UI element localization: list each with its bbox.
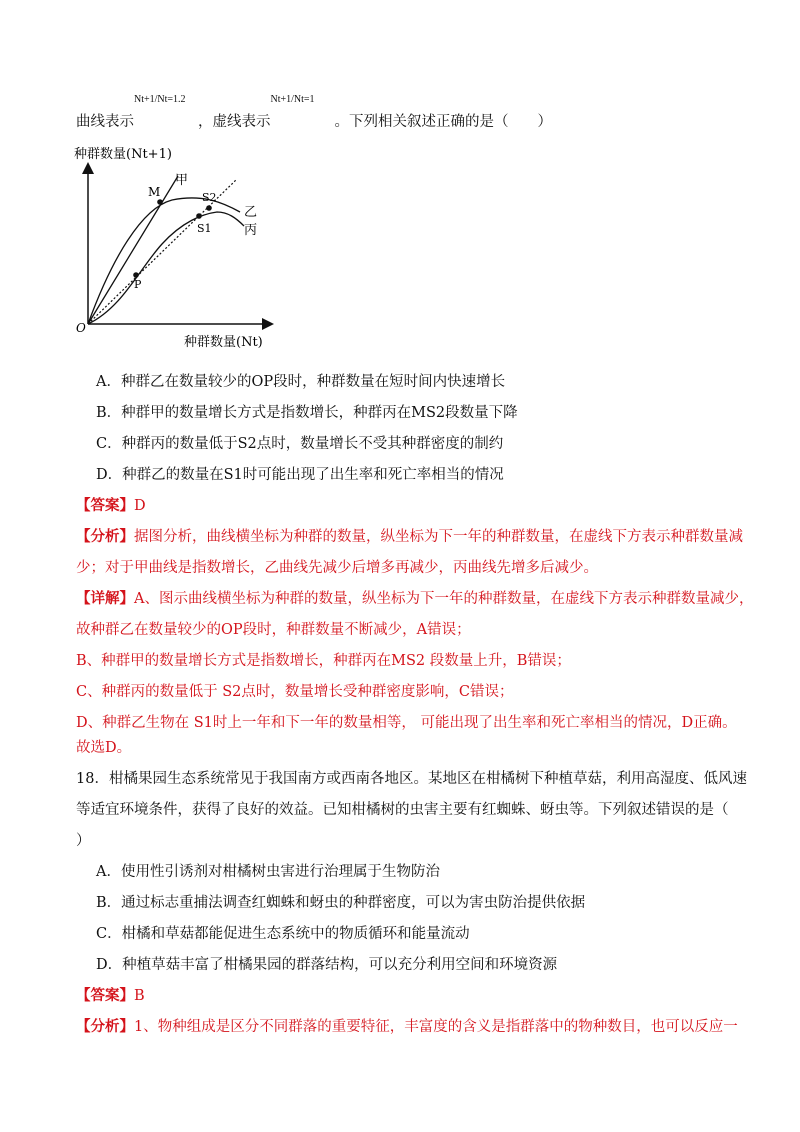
intro-line	[76, 94, 552, 132]
q17-detail-3: B、种群甲的数量增长方式是指数增长，种群丙在MS2 段数量上升，B错误；	[76, 653, 571, 669]
q18-analysis-1	[76, 1017, 738, 1037]
q18-analysis-text: 1、物种组成是区分不同群落的重要特征，丰富度的含义是指群落中的物种数目，也可以反应一	[134, 1019, 738, 1035]
q18-option-d: D．种植草菇丰富了柑橘果园的群落结构，可以充分利用空间和环境资源	[96, 957, 558, 973]
q17-detail-4: C、种群丙的数量低于 S2点时，数量增长受种群密度影响，C错误；	[76, 684, 514, 700]
q18-answer	[76, 986, 145, 1006]
q17-detail-6: 故选D。	[76, 740, 132, 756]
q18-answer-tag: 【答案】	[76, 987, 134, 1004]
curve-jia	[88, 176, 178, 324]
y-axis-label: 种群数量(Nt+1)	[74, 147, 172, 162]
point-p	[133, 272, 139, 278]
label-bing: 丙	[244, 223, 258, 238]
formula-2	[270, 94, 335, 126]
intro-suffix: 。下列相关叙述正确的是（ ）	[334, 114, 552, 130]
q17-detail-5: D、种群乙生物在 S1时上一年和下一年的数量相等， 可能出现了出生率和死亡率相当的情况，D正确。	[76, 715, 737, 731]
formula-1	[134, 94, 198, 126]
q17-analysis-1	[76, 527, 743, 547]
q18-answer-value: B	[134, 988, 145, 1004]
curve-yi	[88, 198, 240, 324]
q18-stem-3: ）	[76, 833, 91, 849]
label-yi: 乙	[244, 205, 258, 220]
q18-analysis-tag: 【分析】	[76, 1018, 134, 1035]
point-s2	[206, 205, 212, 211]
q17-option-c: C．种群丙的数量低于S2点时，数量增长不受其种群密度的制约	[96, 436, 504, 452]
q17-answer	[76, 496, 146, 516]
intro-prefix: 曲线表示	[76, 114, 134, 130]
q18-option-a: A．使用性引诱剂对柑橘树虫害进行治理属于生物防治	[96, 864, 440, 880]
q18-stem-1: 18．柑橘果园生态系统常见于我国南方或西南各地区。某地区在柑橘树下种植草菇，利用高湿度、低风速	[76, 771, 747, 787]
q17-detail-1	[76, 589, 753, 609]
analysis-tag: 【分析】	[76, 528, 134, 545]
label-p: P	[134, 278, 142, 291]
label-m: M	[148, 185, 161, 199]
formula-1-text: Nt+1/Nt=1.2	[134, 94, 186, 105]
population-figure	[72, 138, 332, 358]
origin-label: O	[76, 321, 86, 335]
analysis-text: 据图分析，曲线横坐标为种群的数量，纵坐标为下一年的种群数量，在虚线下方表示种群数量减	[134, 529, 743, 545]
intro-mid: ，虚线表示	[198, 114, 271, 130]
formula-2-text: Nt+1/Nt=1	[270, 94, 315, 105]
point-m	[157, 199, 163, 205]
x-axis-label: 种群数量(Nt)	[184, 335, 263, 350]
label-jia: 甲	[175, 173, 189, 188]
q18-option-b: B．通过标志重捕法调查红蜘蛛和蚜虫的种群密度，可以为害虫防治提供依据	[96, 895, 586, 911]
label-s2: S2	[202, 191, 217, 204]
q17-analysis-2: 少；对于甲曲线是指数增长，乙曲线先减少后增多再减少，丙曲线先增多后减少。	[76, 560, 598, 576]
q18-option-c: C．柑橘和草菇都能促进生态系统中的物质循环和能量流动	[96, 926, 470, 942]
q17-detail-2: 故种群乙在数量较少的OP段时，种群数量不断减少，A错误；	[76, 622, 471, 638]
q17-option-d: D．种群乙的数量在S1时可能出现了出生率和死亡率相当的情况	[96, 467, 504, 483]
q18-stem-2: 等适宜环境条件，获得了良好的效益。已知柑橘树的虫害主要有红蜘蛛、蚜虫等。下列叙述错误的是（	[76, 802, 729, 818]
detail-tag: 【详解】	[76, 590, 134, 607]
detail-text: A、图示曲线横坐标为种群的数量，纵坐标为下一年的种群数量，在虚线下方表示种群数量减少，	[134, 591, 754, 607]
q17-option-a: A．种群乙在数量较少的OP段时，种群数量在短时间内快速增长	[96, 374, 506, 390]
q17-option-b: B．种群甲的数量增长方式是指数增长，种群丙在MS2段数量下降	[96, 405, 518, 421]
label-s1: S1	[197, 222, 212, 235]
answer-tag: 【答案】	[76, 497, 134, 514]
answer-value: D	[134, 498, 146, 514]
point-s1	[196, 213, 202, 219]
